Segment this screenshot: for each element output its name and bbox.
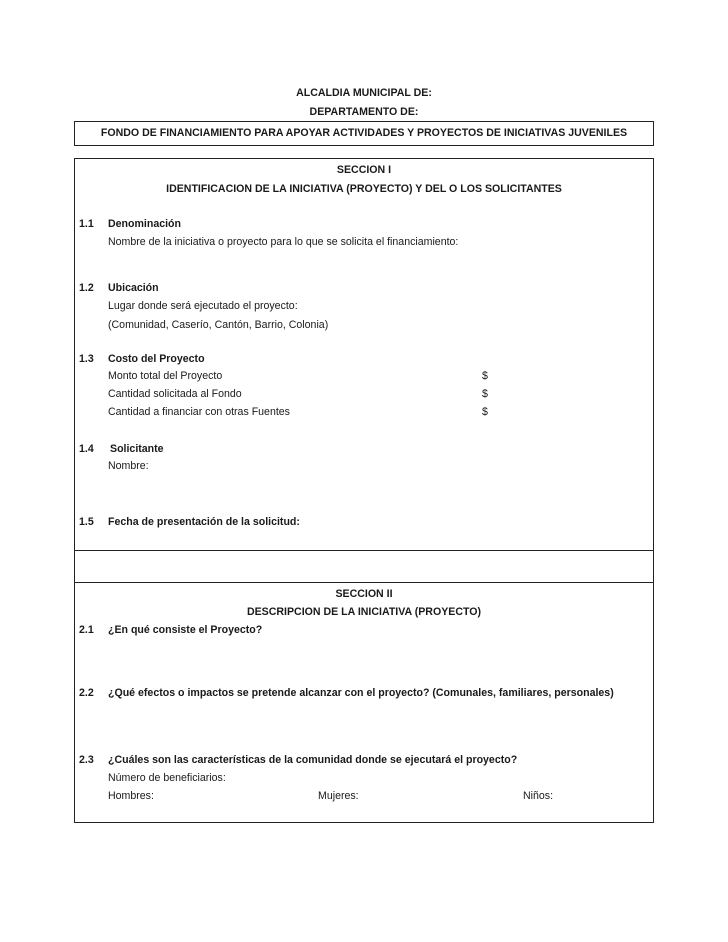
currency-symbol: $ xyxy=(482,406,488,418)
solicitante-title: Solicitante xyxy=(110,443,164,455)
item-number: 1.2 xyxy=(79,282,94,294)
solicitante-nombre: Nombre: xyxy=(108,460,149,472)
divider xyxy=(74,550,654,551)
ubicacion-line2: (Comunidad, Caserío, Cantón, Barrio, Colonia) xyxy=(108,319,329,331)
section2-subtitle: DESCRIPCION DE LA INICIATIVA (PROYECTO) xyxy=(246,606,482,618)
section2-title: SECCION II xyxy=(335,588,393,600)
costo-row-label: Cantidad solicitada al Fondo xyxy=(108,388,242,400)
consiste-question: ¿En qué consiste el Proyecto? xyxy=(108,624,263,636)
item-number: 2.3 xyxy=(79,754,94,766)
form-frame xyxy=(74,158,654,823)
item-number: 1.5 xyxy=(79,516,94,528)
ubicacion-line1: Lugar donde será ejecutado el proyecto: xyxy=(108,300,298,312)
item-number: 1.4 xyxy=(79,443,94,455)
costo-row-label: Cantidad a financiar con otras Fuentes xyxy=(108,406,290,418)
fondo-title-box xyxy=(74,121,654,146)
currency-symbol: $ xyxy=(482,388,488,400)
ubicacion-title: Ubicación xyxy=(108,282,159,294)
costo-row-label: Monto total del Proyecto xyxy=(108,370,223,382)
beneficiarios-label: Número de beneficiarios: xyxy=(108,772,226,784)
divider xyxy=(74,582,654,583)
denominacion-title: Denominación xyxy=(108,218,181,230)
alcaldia-heading: ALCALDIA MUNICIPAL DE: xyxy=(296,87,432,99)
mujeres-label: Mujeres: xyxy=(318,790,359,802)
hombres-label: Hombres: xyxy=(108,790,154,802)
fondo-title: FONDO DE FINANCIAMIENTO PARA APOYAR ACTIVIDADES Y PROYECTOS DE INICIATIVAS JUVENILES xyxy=(100,127,628,139)
item-number: 1.3 xyxy=(79,353,94,365)
efectos-question: ¿Qué efectos o impactos se pretende alcanzar con el proyecto? (Comunales, familiares, personales) xyxy=(108,687,614,699)
costo-title: Costo del Proyecto xyxy=(108,353,205,365)
departamento-heading: DEPARTAMENTO DE: xyxy=(309,106,419,118)
section1-title: SECCION I xyxy=(336,164,392,176)
ninos-label: Niños: xyxy=(523,790,554,802)
denominacion-line: Nombre de la iniciativa o proyecto para lo que se solicita el financiamiento: xyxy=(108,236,459,248)
item-number: 2.2 xyxy=(79,687,94,699)
fecha-title: Fecha de presentación de la solicitud: xyxy=(108,516,300,528)
caracteristicas-question: ¿Cuáles son las características de la comunidad donde se ejecutará el proyecto? xyxy=(108,754,518,766)
section1-subtitle: IDENTIFICACION DE LA INICIATIVA (PROYECTO) Y DEL O LOS SOLICITANTES xyxy=(166,183,562,195)
currency-symbol: $ xyxy=(482,370,488,382)
item-number: 1.1 xyxy=(79,218,94,230)
item-number: 2.1 xyxy=(79,624,94,636)
